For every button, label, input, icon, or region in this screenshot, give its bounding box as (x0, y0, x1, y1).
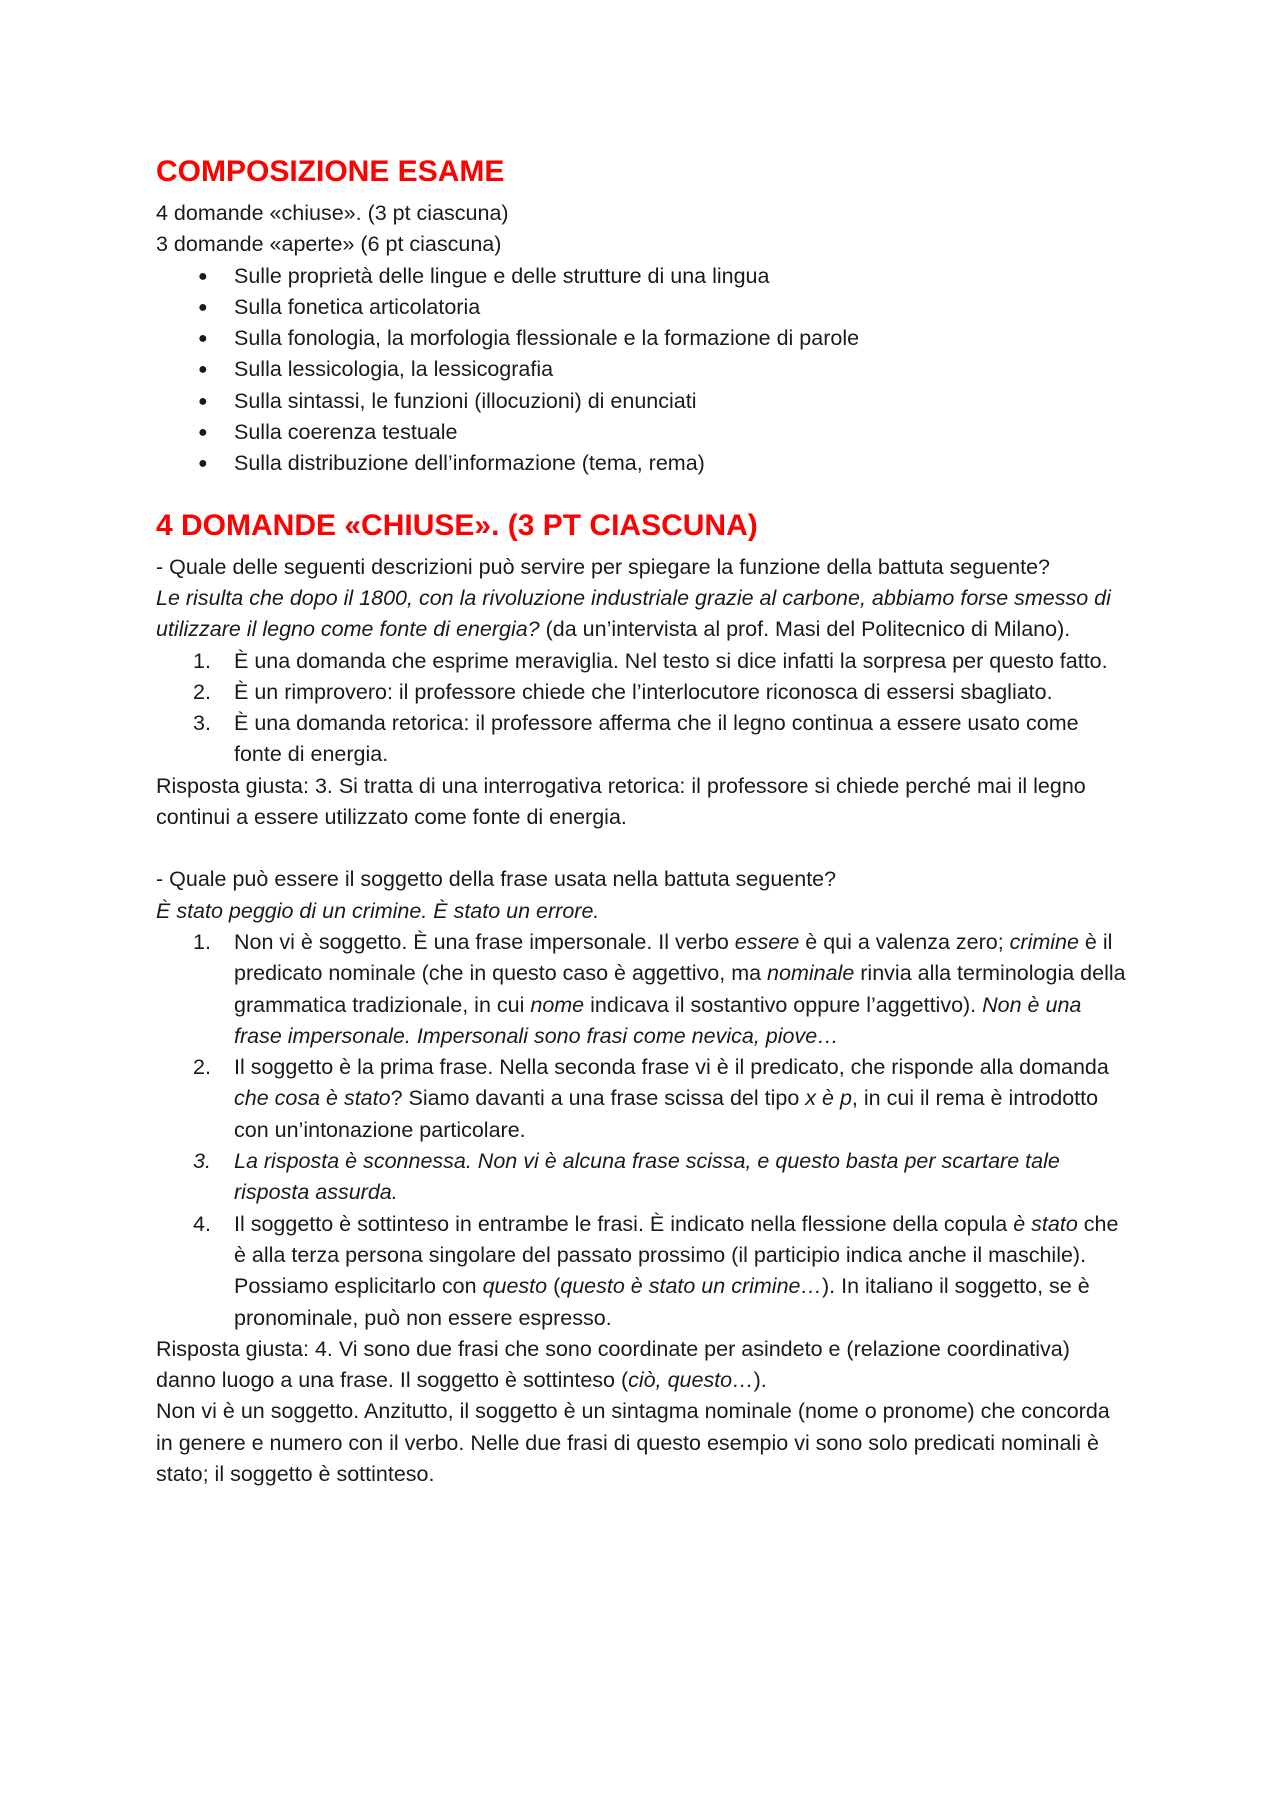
list-item: ● Sulla fonologia, la morfologia flessionale e la formazione di parole (156, 323, 1130, 354)
option-text: È una domanda che esprime meraviglia. Nel testo si dice infatti la sorpresa per questo fatto. (234, 648, 1108, 673)
list-item (156, 646, 1130, 677)
list-item: ● Sulla coerenza testuale (156, 417, 1130, 448)
option-number: 3. (193, 711, 211, 736)
quote-text: Le risulta che dopo il 1800, con la rivoluzione industriale grazie al carbone, abbiamo forse smesso di utilizzare il legno come fonte di energia? (156, 585, 1111, 642)
list-item: ● Sulla fonetica articolatoria (156, 292, 1130, 323)
topics-list (156, 261, 1130, 480)
option-number: 4. (193, 1211, 211, 1236)
section-title-domande-chiuse: 4 DOMANDE «CHIUSE». (3 PT CIASCUNA) (156, 508, 758, 542)
list-item: ● Sulle proprietà delle lingue e delle strutture di una lingua (156, 261, 1130, 292)
bullet-icon: ● (198, 361, 208, 379)
list-item: 3. La risposta è sconnessa. Non vi è alcuna frase scissa, e questo basta per scartare tale risposta assurda. (156, 1146, 1130, 1209)
list-item: 4. Il soggetto è sottinteso in entrambe le frasi. È indicato nella flessione della copula è stato che è alla terza persona singolare del passato prossimo (il participio indica anche il maschile). Possiamo esplicitarlo con questo (questo è stato un crimine…). In italiano il soggetto, se è pronominale, può non essere espresso. (156, 1209, 1130, 1334)
list-item (156, 677, 1130, 708)
option-text: È un rimprovero: il professore chiede che l’interlocutore riconosca di essersi sbagliato. (234, 679, 1053, 704)
question-2: - Quale può essere il soggetto della frase usata nella battuta seguente? (156, 867, 837, 892)
option-text: È una domanda retorica: il professore afferma che il legno continua a essere usato come fonte di energia. (234, 711, 1079, 767)
list-item: ● Sulla distribuzione dell’informazione (tema, rema) (156, 448, 1130, 479)
question-1-quote (156, 583, 1130, 646)
quote-source: (da un’intervista al prof. Masi del Politecnico di Milano). (539, 617, 1071, 642)
question-1-answer: Risposta giusta: 3. Si tratta di una interrogativa retorica: il professore si chiede perché mai il legno continui a essere utilizzato come fonte di energia. (156, 773, 1086, 830)
list-item: ● Sulla sintassi, le funzioni (illocuzioni) di enunciati (156, 386, 1130, 417)
question-1-options (156, 646, 1130, 771)
question-1: - Quale delle seguenti descrizioni può servire per spiegare la funzione della battuta seguente? (156, 554, 1051, 579)
bullet-icon: ● (198, 455, 208, 473)
bullet-icon: ● (198, 298, 208, 316)
question-2-quote: È stato peggio di un crimine. È stato un errore. (156, 898, 600, 923)
question-2-answer: Risposta giusta: 4. Vi sono due frasi che sono coordinate per asindeto e (relazione coordinativa) danno luogo a una frase. Il soggetto è sottinteso (ciò, questo…). (156, 1336, 1070, 1393)
list-item: 2. Il soggetto è la prima frase. Nella seconda frase vi è il predicato, che risponde alla domanda che cosa è stato? Siamo davanti a una frase scissa del tipo x è p, in cui il rema è introdotto con un’intonazione particolare. (156, 1052, 1130, 1146)
bullet-icon: ● (198, 424, 208, 442)
bullet-icon: ● (198, 392, 208, 410)
option-number: 3. (193, 1149, 211, 1174)
spacer (156, 833, 1130, 864)
question-2-note: Non vi è un soggetto. Anzitutto, il soggetto è un sintagma nominale (nome o pronome) che concorda in genere e numero con il verbo. Nelle due frasi di questo esempio vi sono solo predicati nominali è stato; il soggetto è sottinteso. (156, 1399, 1110, 1486)
exam-line-closed: 4 domande «chiuse». (3 pt ciascuna) (156, 201, 509, 225)
question-2-options (156, 927, 1130, 1334)
exam-line-open: 3 domande «aperte» (6 pt ciascuna) (156, 232, 502, 257)
list-item: 1. Non vi è soggetto. È una frase impersonale. Il verbo essere è qui a valenza zero; crimine è il predicato nominale (che in questo caso è aggettivo, ma nominale rinvia alla terminologia della grammatica tradizionale, in cui nome indicava il sostantivo oppure l’aggettivo). Non è una frase impersonale. Impersonali sono frasi come nevica, piove… (156, 927, 1130, 1052)
bullet-icon: ● (198, 330, 208, 348)
option-number: 1. (193, 929, 211, 954)
list-item (156, 708, 1130, 771)
option-number: 2. (193, 679, 211, 704)
list-item: ● Sulla lessicologia, la lessicografia (156, 354, 1130, 385)
bullet-icon: ● (198, 267, 208, 285)
option-number: 2. (193, 1055, 211, 1080)
option-number: 1. (193, 648, 211, 673)
section-title-composizione: COMPOSIZIONE ESAME (156, 155, 505, 188)
